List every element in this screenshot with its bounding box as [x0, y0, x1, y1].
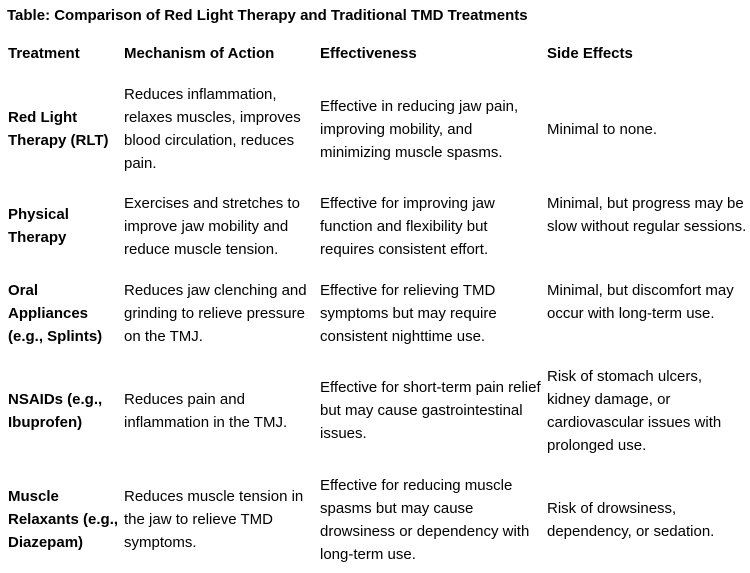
effectiveness-cell: Effective in reducing jaw pain, improving mobility, and minimizing muscle spasms.: [320, 98, 519, 161]
side-effects-cell: Risk of stomach ulcers, kidney damage, or cardiovascular issues with prolonged use.: [547, 368, 722, 454]
header-mechanism: Mechanism of Action: [124, 45, 275, 62]
treatment-cell: Oral Appliances (e.g., Splints): [8, 282, 103, 345]
treatment-cell: Muscle Relaxants (e.g., Diazepam): [8, 488, 119, 551]
side-effects-cell: Risk of drowsiness, dependency, or sedation.: [547, 500, 715, 540]
table-title: Table: Comparison of Red Light Therapy and Traditional TMD Treatments: [7, 7, 528, 24]
mechanism-cell: Reduces pain and inflammation in the TMJ.: [124, 391, 288, 431]
side-effects-cell: Minimal, but discomfort may occur with long-term use.: [547, 282, 734, 322]
effectiveness-cell: Effective for reducing muscle spasms but may cause drowsiness or dependency with long-term use.: [320, 477, 530, 563]
effectiveness-cell: Effective for short-term pain relief but may cause gastrointestinal issues.: [320, 379, 541, 442]
header-side-effects: Side Effects: [547, 45, 633, 62]
effectiveness-cell: Effective for relieving TMD symptoms but may require consistent nighttime use.: [320, 282, 497, 345]
mechanism-cell: Reduces inflammation, relaxes muscles, improves blood circulation, reduces pain.: [124, 86, 301, 172]
mechanism-cell: Reduces muscle tension in the jaw to relieve TMD symptoms.: [124, 488, 304, 551]
mechanism-cell: Exercises and stretches to improve jaw mobility and reduce muscle tension.: [124, 195, 300, 258]
header-effectiveness: Effectiveness: [320, 45, 417, 62]
header-treatment: Treatment: [8, 45, 80, 62]
side-effects-cell: Minimal, but progress may be slow without regular sessions.: [547, 195, 747, 235]
treatment-cell: NSAIDs (e.g., Ibuprofen): [8, 391, 103, 431]
treatment-cell: Physical Therapy: [8, 206, 69, 246]
side-effects-cell: Minimal to none.: [547, 121, 658, 138]
treatment-cell: Red Light Therapy (RLT): [8, 109, 109, 149]
effectiveness-cell: Effective for improving jaw function and flexibility but requires consistent effort.: [320, 195, 495, 258]
mechanism-cell: Reduces jaw clenching and grinding to relieve pressure on the TMJ.: [124, 282, 307, 345]
